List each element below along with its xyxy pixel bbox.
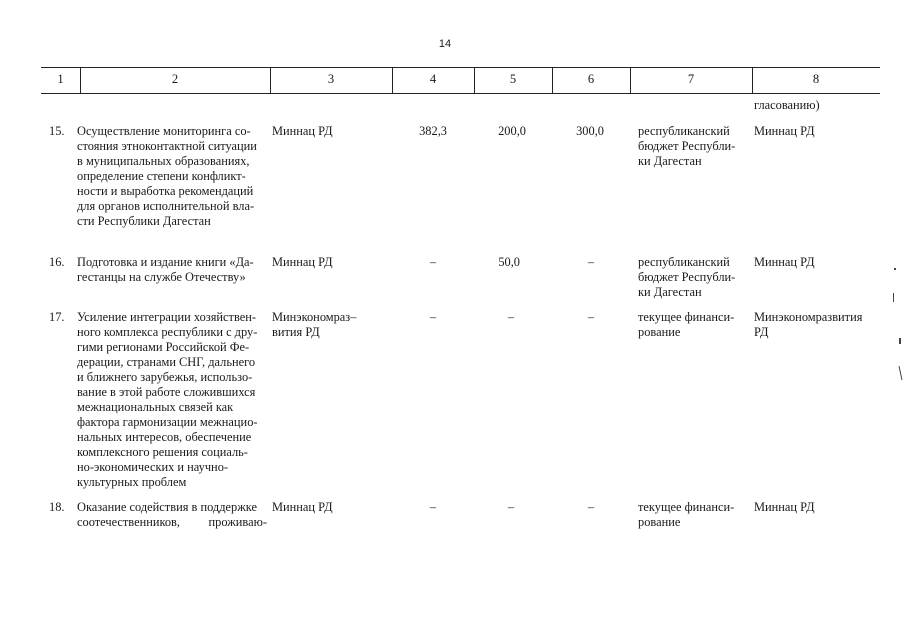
- row-col5: –: [507, 310, 515, 324]
- row-col6: –: [587, 310, 595, 324]
- description-line: и ближнего зарубежья, использо-: [77, 370, 253, 384]
- executor-line: Миннац РД: [272, 124, 333, 138]
- executor-line: Миннац РД: [272, 500, 333, 514]
- header-col-4: 4: [429, 72, 437, 86]
- row-col4: –: [429, 255, 437, 269]
- description-line: ности и выработка рекомендаций: [77, 184, 254, 198]
- description-line: гими регионами Российской Фе-: [77, 340, 250, 354]
- source-line: рование: [638, 515, 681, 529]
- source-line: республиканский: [638, 124, 730, 138]
- source-line: республиканский: [638, 255, 730, 269]
- header-col-8: 8: [812, 72, 820, 86]
- row-funding-source: [638, 500, 750, 530]
- row-responsible: [754, 310, 878, 340]
- header-top-rule: [41, 67, 880, 68]
- source-line: текущее финанси-: [638, 310, 735, 324]
- row-funding-source: [638, 310, 750, 340]
- row-number: 16.: [49, 255, 65, 269]
- row-funding-source: [638, 124, 750, 169]
- row-description: [77, 500, 267, 530]
- description-line: но-экономических и научно-: [77, 460, 229, 474]
- scan-mark: [893, 293, 894, 302]
- header-col-1: 1: [57, 72, 64, 86]
- description-line: соотечественников, проживаю-: [77, 515, 267, 529]
- row-col4: 382,3: [419, 124, 447, 138]
- description-line: стояния этноконтактной ситуации: [77, 139, 257, 153]
- row-col4: –: [429, 500, 437, 514]
- row-description: [77, 255, 267, 285]
- responsible-line: Миннац РД: [754, 124, 815, 138]
- description-line: Усиление интеграции хозяйствен-: [77, 310, 256, 324]
- scan-mark: [894, 268, 896, 270]
- row-col6: –: [587, 255, 595, 269]
- description-line: вание в этой работе сложившихся: [77, 385, 256, 399]
- row-col6: –: [587, 500, 595, 514]
- description-line: культурных проблем: [77, 475, 187, 489]
- executor-line: Минэкономраз–: [272, 310, 357, 324]
- description-line: нальных интересов, обеспечение: [77, 430, 252, 444]
- description-line: комплексного решения социаль-: [77, 445, 248, 459]
- description-line: Оказание содействия в поддержке: [77, 500, 257, 514]
- responsible-line: Минэкономразвития: [754, 310, 863, 324]
- row-executor: [272, 255, 390, 270]
- header-col-7: 7: [687, 72, 695, 86]
- source-line: текущее финанси-: [638, 500, 735, 514]
- header-col-3: 3: [327, 72, 335, 86]
- executor-line: вития РД: [272, 325, 320, 339]
- row-responsible: [754, 255, 878, 270]
- executor-line: Миннац РД: [272, 255, 333, 269]
- scan-mark: [899, 338, 901, 344]
- row-col5: 200,0: [498, 124, 526, 138]
- row-executor: [272, 124, 390, 139]
- page-number: 14: [438, 38, 452, 50]
- row-col5: 50,0: [498, 255, 520, 269]
- row-number: 15.: [49, 124, 65, 138]
- description-line: ного комплекса республики с дру-: [77, 325, 258, 339]
- description-line: определение степени конфликт-: [77, 169, 246, 183]
- row-col5: –: [507, 500, 515, 514]
- header-col-5: 5: [509, 72, 517, 86]
- description-line: Осуществление мониторинга со-: [77, 124, 251, 138]
- row-description: [77, 310, 267, 490]
- row-responsible: [754, 500, 878, 515]
- description-line: в муниципальных образованиях,: [77, 154, 250, 168]
- source-line: рование: [638, 325, 681, 339]
- description-line: сти Республики Дагестан: [77, 214, 211, 228]
- row-executor: [272, 310, 390, 340]
- responsible-line: Миннац РД: [754, 500, 815, 514]
- row-number: 17.: [49, 310, 65, 324]
- source-line: бюджет Республи-: [638, 270, 736, 284]
- description-line: Подготовка и издание книги «Да-: [77, 255, 254, 269]
- source-line: ки Дагестан: [638, 154, 702, 168]
- responsible-line: РД: [754, 325, 769, 339]
- row-col6: 300,0: [576, 124, 604, 138]
- row-funding-source: [638, 255, 750, 300]
- row-col4: –: [429, 310, 437, 324]
- description-line: межнациональных связей как: [77, 400, 234, 414]
- continued-text: гласованию): [754, 98, 820, 112]
- header-col-2: 2: [171, 72, 179, 86]
- row-number: 18.: [49, 500, 65, 514]
- row-executor: [272, 500, 390, 515]
- description-line: дерации, странами СНГ, дальнего: [77, 355, 256, 369]
- description-line: гестанцы на службе Отечеству»: [77, 270, 246, 284]
- scan-mark: [899, 366, 903, 380]
- source-line: бюджет Республи-: [638, 139, 736, 153]
- row-responsible: [754, 124, 878, 139]
- header-bottom-rule: [41, 93, 880, 94]
- description-line: для органов исполнительной вла-: [77, 199, 255, 213]
- source-line: ки Дагестан: [638, 285, 702, 299]
- row-description: [77, 124, 267, 229]
- description-line: фактора гармонизации межнацио-: [77, 415, 258, 429]
- header-col-6: 6: [587, 72, 595, 86]
- responsible-line: Миннац РД: [754, 255, 815, 269]
